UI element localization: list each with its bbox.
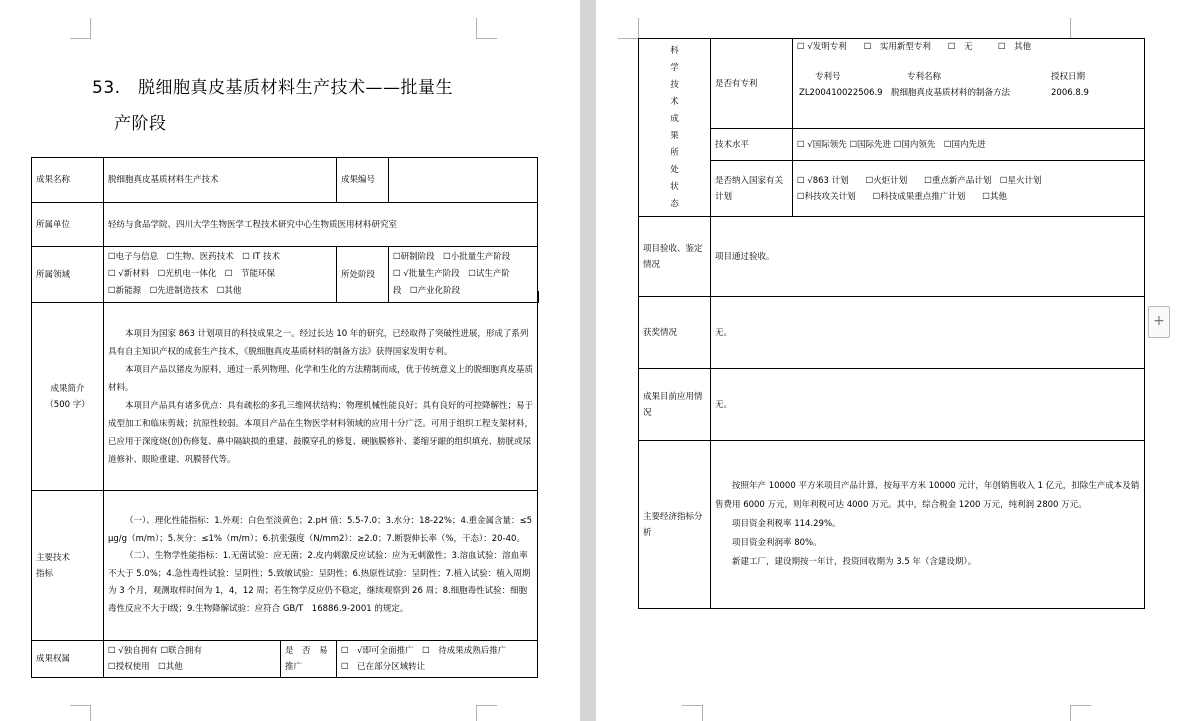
status-char: 成: [670, 113, 679, 124]
crop-mark-bottom-left: [682, 705, 703, 721]
tech-label-text: 主要技术: [36, 552, 71, 563]
stage-label: 所处阶段: [337, 247, 389, 303]
accept-label: 项目验收、鉴定情况: [639, 217, 711, 297]
crop-mark-bottom-right: [476, 705, 497, 721]
intro-content: [104, 303, 538, 491]
field-options: [104, 247, 337, 303]
patent-options: ☐ √发明专利 ☐ 实用新型专利 ☐ 无 ☐ 其他: [797, 42, 1032, 52]
name-label: 成果名称: [32, 158, 104, 203]
patent-name: 脱细胞真皮基质材料的制备方法: [891, 88, 1011, 98]
plan-label: 是否纳入国家有关计划: [711, 161, 793, 217]
tech-content: [104, 491, 538, 641]
patent-no-header: 专利号: [815, 72, 841, 82]
page-gutter: [580, 0, 596, 721]
tech-paragraph: （二）、生物学性能指标：1.无菌试验：应无菌；2.皮内刺激反应试验：应为无刺激性；3.溶血试验：溶血率不大于 5.0%；4.急性毒性试验：呈阴性；5.致敏试验：呈阴性；6.热原性试验：呈阴性；7.植入试验：植入周期为 3 个月，观测取样时间为 1，4，12 周；若生物学反应仍不稳定，继续观察到 26 周；8.细胞毒性试验：细胞毒性反应不大于Ⅰ级；9.生物降解试验：应符合 GB/T 16886.9-2001 的规定。: [108, 551, 531, 614]
app-value: 无。: [711, 369, 1145, 441]
crop-mark-top-right: [1070, 18, 1091, 39]
crop-mark-top-right: [476, 18, 497, 39]
unit-label: 所属单位: [32, 203, 104, 247]
stage-option-line: 段 ☐产业化阶段: [393, 286, 461, 296]
field-label: 所属领域: [32, 247, 104, 303]
field-option-line: ☐新能源 ☐先进制造技术 ☐其他: [108, 286, 242, 296]
status-char: 学: [670, 62, 679, 73]
crop-mark-top-left: [70, 18, 91, 39]
econ-paragraph: 项目资金利税率 114.29%。: [732, 519, 841, 529]
status-char: 所: [670, 147, 679, 158]
achievement-table: [31, 157, 538, 678]
stage-options: [389, 247, 538, 303]
intro-label: [32, 303, 104, 491]
crop-mark-bottom-right: [1070, 705, 1091, 721]
name-value: 脱细胞真皮基质材料生产技术: [104, 158, 337, 203]
award-label: 获奖情况: [639, 297, 711, 369]
document-page-right: [596, 0, 1178, 721]
econ-paragraph: 项目资金利润率 80%。: [732, 538, 822, 548]
field-option-line: ☐电子与信息 ☐生物、医药技术 ☐ IT 技术: [108, 252, 280, 262]
accept-value: 项目通过验收。: [711, 217, 1145, 297]
add-page-button[interactable]: +: [1148, 306, 1170, 338]
promo-label-text: 是 否 易: [285, 646, 328, 656]
number-value: [389, 158, 538, 203]
owner-options: [104, 641, 281, 678]
status-char: 科: [670, 45, 679, 56]
plan-option-line: ☐ √863 计划 ☐火炬计划 ☐重点新产品计划 ☐星火计划: [797, 175, 1042, 186]
number-label: 成果编号: [337, 158, 389, 203]
level-value: ☐ √国际领先 ☐国际先进 ☐国内领先 ☐国内先进: [793, 129, 1145, 161]
text-cursor: [537, 291, 539, 303]
patent-label: 是否有专利: [711, 39, 793, 129]
tech-paragraph: （一）、理化性能指标：1.外观：白色至淡黄色；2.pH 值：5.5-7.0；3.水分：18-22%；4.重金属含量：≤5μg/g（m/m）；5.灰分：≤1%（m/m）；6.抗张强度（N/mm2）：≥2.0；7.断裂伸长率（%，干态）：20-40。: [108, 516, 533, 544]
section-title-line2: 产阶段: [114, 114, 167, 134]
status-vertical-label: [639, 39, 711, 217]
tech-label-text2: 指标: [36, 568, 54, 579]
level-label: 技术水平: [711, 129, 793, 161]
econ-paragraph: 按照年产 10000 平方米项目产品计算，按每平方米 10000 元计，年创销售收入 1 亿元，扣除生产成本及销售费用 6000 万元，则年利税可达 4000 万元。其中，综合税金 1200 万元，纯利润 2800 万元。: [715, 481, 1140, 510]
tech-label: [32, 491, 104, 641]
stage-option-line: ☐研制阶段 ☐小批量生产阶段: [393, 252, 511, 262]
promo-options: [337, 641, 538, 678]
promo-label: [281, 641, 337, 678]
status-char: 技: [670, 79, 679, 90]
award-value: 无。: [711, 297, 1145, 369]
field-option-line: ☐ √新材料 ☐光机电一体化 ☐ 节能环保: [108, 269, 275, 279]
app-label: 成果目前应用情况: [639, 369, 711, 441]
status-char: 处: [670, 164, 679, 175]
patent-date: 2006.8.9: [1051, 88, 1089, 98]
crop-mark-top-left: [618, 18, 639, 39]
status-char: 果: [670, 130, 679, 141]
status-char: 态: [670, 198, 679, 209]
patent-no: ZL200410022506.9: [799, 88, 883, 98]
patent-content: [793, 39, 1145, 129]
owner-label: 成果权属: [32, 641, 104, 678]
section-title-line1: 53. 脱细胞真皮基质材料生产技术——批量生: [92, 78, 454, 98]
econ-paragraph: 新建工厂，建设期按一年计，投资回收期为 3.5 年（含建设期）。: [732, 557, 977, 567]
promo-option-line: ☐ 已在部分区域转让: [341, 662, 426, 672]
crop-mark-bottom-left: [70, 705, 91, 721]
patent-name-header: 专利名称: [907, 72, 942, 82]
owner-option-line: ☐ √独自拥有 ☐联合拥有: [108, 646, 203, 656]
promo-option-line: ☐ √即可全面推广 ☐ 待成果成熟后推广: [341, 646, 507, 656]
patent-date-header: 授权日期: [1051, 72, 1086, 82]
econ-label: 主要经济指标分析: [639, 441, 711, 609]
patent-header-row: [797, 69, 1140, 85]
promo-label-text2: 推广: [285, 662, 303, 672]
intro-paragraph: 本项目产品以猪皮为原料，通过一系列物理、化学和生化的方法精制而成，优于传统意义上的脱细胞真皮基质材料。: [108, 364, 534, 393]
patent-data-row: [797, 85, 1140, 101]
intro-paragraph: 本项目产品具有诸多优点：具有疏松的多孔三维网状结构；物理机械性能良好；具有良好的可控降解性；易于成型加工和临床剪裁；抗原性较弱。本项目产品在生物医学材料领域的应用十分广泛。可用于组织工程支架材料，已应用于深度烧(创)伤修复、鼻中隔缺损的重建、鼓膜穿孔的修复、硬脑膜修补、萎缩牙龈的组织填充、膀胱或尿道修补、眼睑重建、巩膜替代等。: [108, 400, 534, 465]
document-page-left: [0, 0, 580, 721]
status-table: [638, 38, 1145, 609]
stage-option-line: ☐ √批量生产阶段 ☐试生产阶: [393, 269, 510, 279]
plan-option-line: ☐科技攻关计划 ☐科技成果重点推广计划 ☐其他: [797, 191, 1007, 202]
owner-option-line: ☐授权使用 ☐其他: [108, 662, 183, 672]
unit-value: 轻纺与食品学院、四川大学生物医学工程技术研究中心生物质医用材料研究室: [104, 203, 538, 247]
intro-paragraph: 本项目为国家 863 计划项目的科技成果之一。经过长达 10 年的研究，已经取得了突破性进展，形成了系列具有自主知识产权的成套生产技术，《脱细胞真皮基质材料的制备方法》获得国家发明专利。: [108, 328, 529, 357]
intro-label-note: （500 字）: [45, 399, 90, 410]
plan-options: [793, 161, 1145, 217]
intro-label-text: 成果简介: [50, 383, 85, 394]
status-char: 术: [670, 96, 679, 107]
status-char: 状: [670, 181, 679, 192]
econ-content: [711, 441, 1145, 609]
